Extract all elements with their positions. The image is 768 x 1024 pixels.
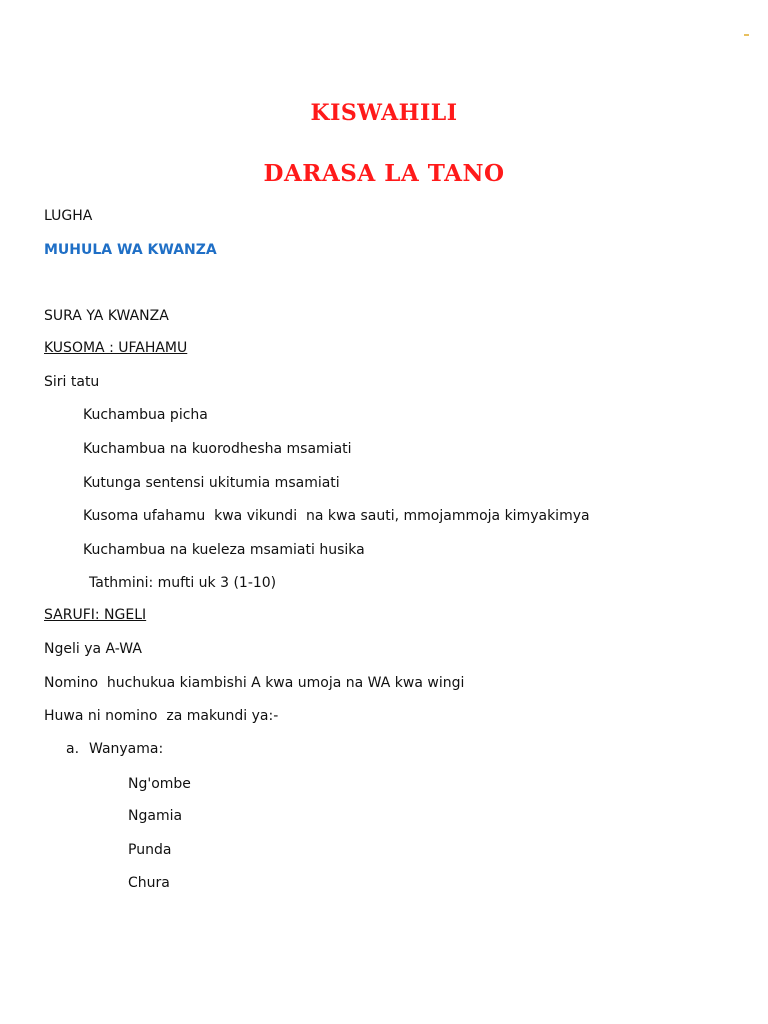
grammar-description: Nomino huchukua kiambishi A kwa umoja na WA kwa wingi bbox=[44, 675, 465, 691]
chapter-heading: SURA YA KWANZA bbox=[44, 308, 169, 324]
grammar-groups-intro: Huwa ni nomino za makundi ya:- bbox=[44, 708, 279, 724]
document-title: KISWAHILI bbox=[310, 100, 458, 126]
reading-item: Kuchambua picha bbox=[83, 407, 208, 423]
grammar-heading: SARUFI: NGELI bbox=[44, 607, 147, 623]
animal-item: Ngamia bbox=[128, 808, 183, 824]
reading-item: Kuchambua na kueleza msamiati husika bbox=[83, 542, 365, 558]
reading-heading: KUSOMA : UFAHAMU bbox=[44, 340, 188, 356]
reading-item: Kusoma ufahamu kwa vikundi na kwa sauti, mmojammoja kimyakimya bbox=[83, 508, 590, 524]
term-heading: MUHULA WA KWANZA bbox=[44, 242, 217, 258]
group-heading: Wanyama: bbox=[89, 741, 164, 757]
reading-intro: Siri tatu bbox=[44, 374, 100, 390]
animal-item: Punda bbox=[128, 842, 172, 858]
corner-mark bbox=[744, 34, 749, 36]
grammar-class: Ngeli ya A-WA bbox=[44, 641, 142, 657]
animal-item: Ng'ombe bbox=[128, 776, 191, 792]
reading-item: Kuchambua na kuorodhesha msamiati bbox=[83, 441, 352, 457]
list-marker: a. bbox=[66, 741, 80, 757]
document-subtitle: DARASA LA TANO bbox=[263, 160, 505, 187]
reading-item: Kutunga sentensi ukitumia msamiati bbox=[83, 475, 340, 491]
animal-item: Chura bbox=[128, 875, 170, 891]
section-label: LUGHA bbox=[44, 208, 93, 224]
assessment: Tathmini: mufti uk 3 (1-10) bbox=[89, 575, 277, 591]
